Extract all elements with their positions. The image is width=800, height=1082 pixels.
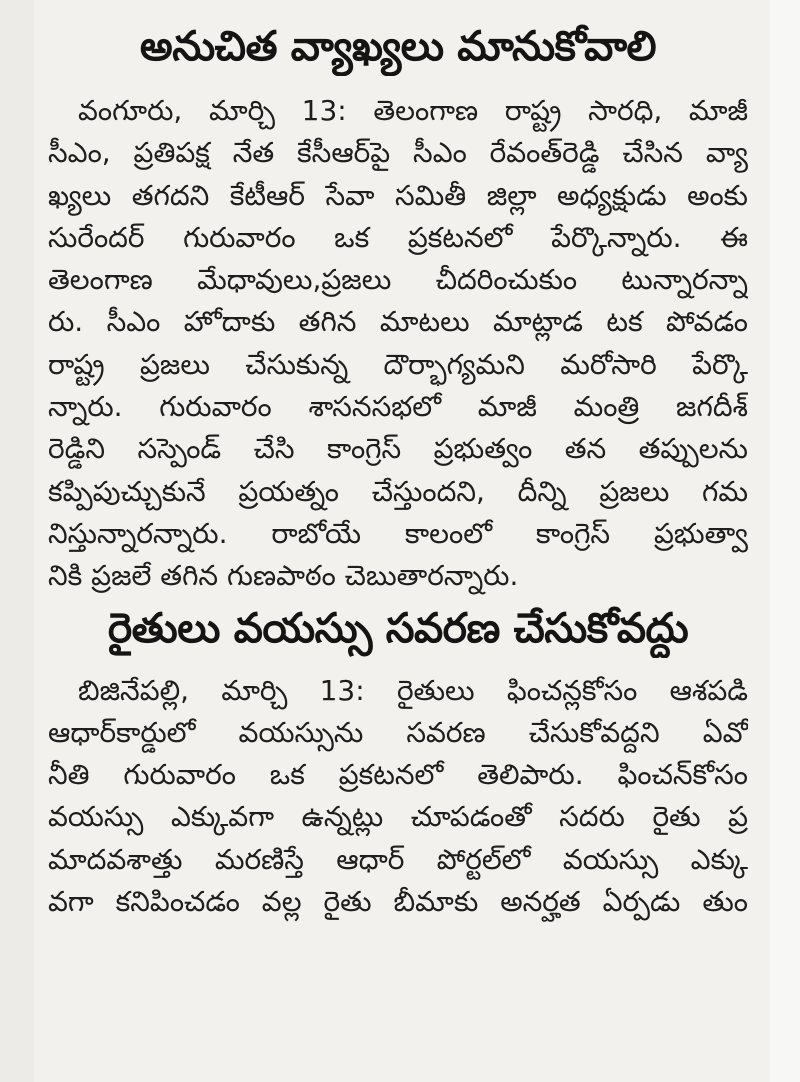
article-1-line: న్నారు. గురువారం శాసనసభలో మాజీ మంత్రి జగదీశ్	[48, 390, 748, 424]
article-1-headline: అనుచిత వ్యాఖ్యలు మానుకోవాలి	[139, 22, 657, 70]
article-2-headline: రైతులు వయస్సు సవరణ చేసుకోవద్దు	[107, 603, 689, 652]
article-2-line: బిజినేపల్లి, మార్చి 13: రైతులు ఫించన్లకోసం ఆశపడి	[78, 673, 748, 707]
article-1-line: సురేందర్ గురువారం ఒక ప్రకటనలో పేర్కొన్నారు. ఈ	[48, 220, 748, 254]
article-1-line: నిస్తున్నారన్నారు. రాబోయే కాలంలో కాంగ్రెస్ ప్రభుత్వా	[48, 516, 748, 550]
article-1-line: నికి ప్రజలే తగిన గుణపాఠం చెబుతారన్నారు.	[48, 559, 519, 593]
article-1-line: సీఎం, ప్రతిపక్ష నేత కేసీఆర్‌పై సీఎం రేవంత్‌రెడ్డి చేసిన వ్యా	[48, 136, 748, 170]
article-2-line: నీతి గురువారం ఒక ప్రకటనలో తెలిపారు. ఫించన్‌కోసం	[48, 758, 748, 792]
left-page-margin	[0, 0, 34, 1082]
article-2-line: వయస్సు ఎక్కువగా ఉన్నట్లు చూపడంతో సదరు రైతు ప్ర	[48, 800, 748, 834]
article-2	[48, 600, 748, 924]
article-1-line: రెడ్డిని సస్పెండ్ చేసి కాంగ్రెస్ ప్రభుత్వం తన తప్పులను	[48, 432, 748, 466]
article-1-line: తెలంగాణ మేధావులు,ప్రజలు చీదరించుకుం టున్నారన్నా	[48, 263, 748, 297]
article-2-body	[48, 670, 748, 924]
article-1-line: వంగూరు, మార్చి 13: తెలంగాణ రాష్ట్ర సారధి, మాజీ	[78, 94, 748, 127]
article-2-line: ఆధార్‌కార్డులో వయస్సును సవరణ చేసుకోవద్దని ఏవో	[48, 715, 748, 749]
article-2-line: మాదవశాత్తు మరణిస్తే ఆధార్ పోర్టల్‌లో వయస్సు ఎక్కు	[48, 842, 748, 876]
article-1-body	[48, 90, 748, 598]
article-1	[48, 18, 748, 598]
right-page-margin	[770, 0, 800, 1082]
news-column	[48, 12, 748, 923]
article-2-line: వగా కనిపించడం వల్ల రైతు బీమాకు అనర్హత ఏర్పడు తుం	[48, 885, 748, 919]
article-1-line: కప్పిపుచ్చుకునే ప్రయత్నం చేస్తుందని, దీన్ని ప్రజలు గమ	[48, 474, 748, 508]
article-1-line: రాష్ట్ర ప్రజలు చేసుకున్న దౌర్భాగ్యమని మరోసారి పేర్కొ	[48, 347, 748, 381]
article-1-line: రు. సీఎం హోదాకు తగిన మాటలు మాట్లాడ టక పోవడం	[48, 305, 748, 339]
article-1-line: ఖ్యలు తగదని కేటీఆర్ సేవా సమితీ జిల్లా అధ్యక్షుడు అంకు	[48, 178, 748, 212]
